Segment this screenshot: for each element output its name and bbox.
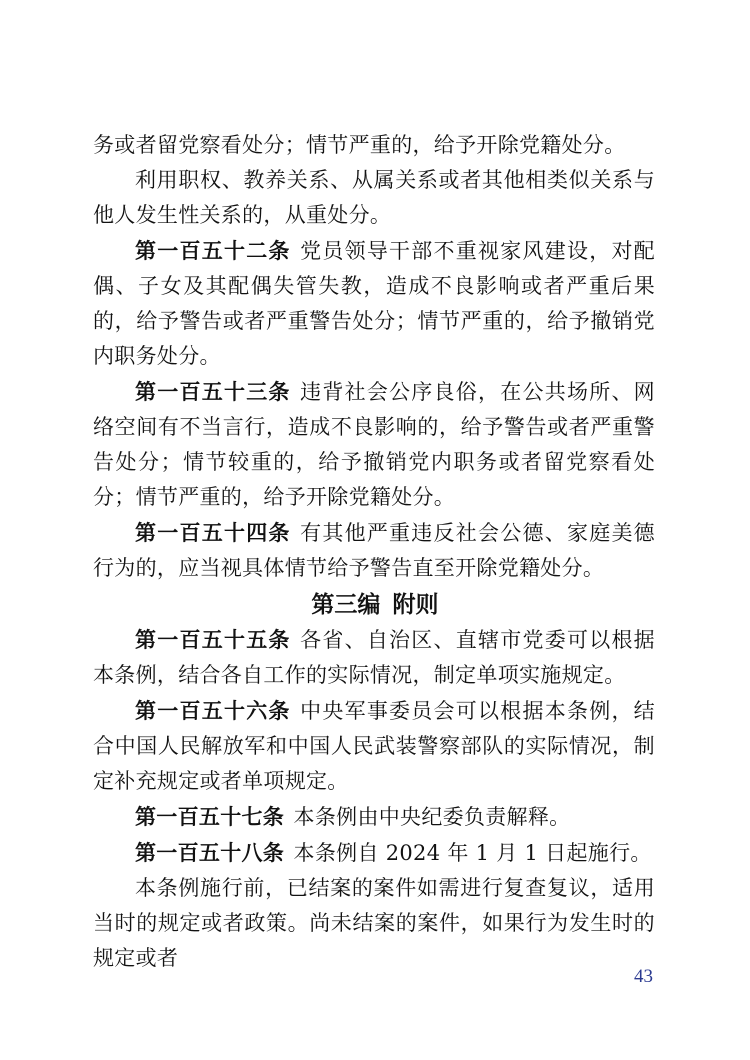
article-number: 第一百五十五条	[135, 627, 291, 652]
paragraph-text: 务或者留党察看处分；情节严重的，给予开除党籍处分。	[93, 133, 626, 157]
paragraph-text: 本条例由中央纪委负责解释。	[293, 805, 571, 829]
paragraph-article-153	[93, 374, 655, 515]
paragraph-text: 有其他严重违反社会公德、家庭美德行为的，应当视具体情节给予警告直至开除党籍处分。	[93, 521, 655, 580]
paragraph-article-152	[93, 233, 655, 374]
paragraph-article-158	[93, 835, 655, 871]
paragraph-text: 利用职权、教养关系、从属关系或者其他相类似关系与他人发生性关系的，从重处分。	[93, 168, 655, 227]
paragraph-text: 中央军事委员会可以根据本条例，结合中国人民解放军和中国人民武装警察部队的实际情况，制定补充规定或者单项规定。	[93, 699, 655, 793]
paragraph-text: 违背社会公序良俗，在公共场所、网络空间有不当言行，造成不良影响的，给予警告或者严重警告处分；情节较重的，给予撤销党内职务或者留党察看处分；情节严重的，给予开除党籍处分。	[93, 380, 655, 509]
article-number: 第一百五十七条	[135, 804, 285, 829]
body-text-upper	[93, 128, 655, 586]
paragraph-text: 本条例施行前，已结案的案件如需进行复查复议，适用当时的规定或者政策。尚未结案的案件，如果行为发生时的规定或者	[93, 876, 655, 970]
paragraph-text: 本条例自 2024 年 1 月 1 日起施行。	[293, 841, 652, 865]
paragraph	[93, 163, 655, 233]
paragraph-text: 各省、自治区、直辖市党委可以根据本条例，结合各自工作的实际情况，制定单项实施规定。	[93, 628, 655, 687]
article-number: 第一百五十六条	[135, 698, 291, 723]
article-number: 第一百五十八条	[135, 840, 285, 865]
paragraph-article-155	[93, 622, 655, 693]
paragraph-transitional	[93, 871, 655, 976]
paragraph-article-156	[93, 693, 655, 799]
paragraph-continuation	[93, 128, 655, 163]
article-number: 第一百五十三条	[135, 379, 291, 404]
article-number: 第一百五十二条	[135, 238, 291, 263]
section-heading: 第三编 附则	[311, 591, 439, 617]
paragraph-text: 党员领导干部不重视家风建设，对配偶、子女及其配偶失管失教，造成不良影响或者严重后果的，给予警告或者严重警告处分；情节严重的，给予撤销党内职务处分。	[93, 239, 655, 368]
page-number: 43	[634, 966, 653, 987]
body-text-lower	[93, 622, 655, 976]
paragraph-article-157	[93, 799, 655, 835]
article-number: 第一百五十四条	[135, 520, 291, 545]
paragraph-article-154	[93, 515, 655, 586]
